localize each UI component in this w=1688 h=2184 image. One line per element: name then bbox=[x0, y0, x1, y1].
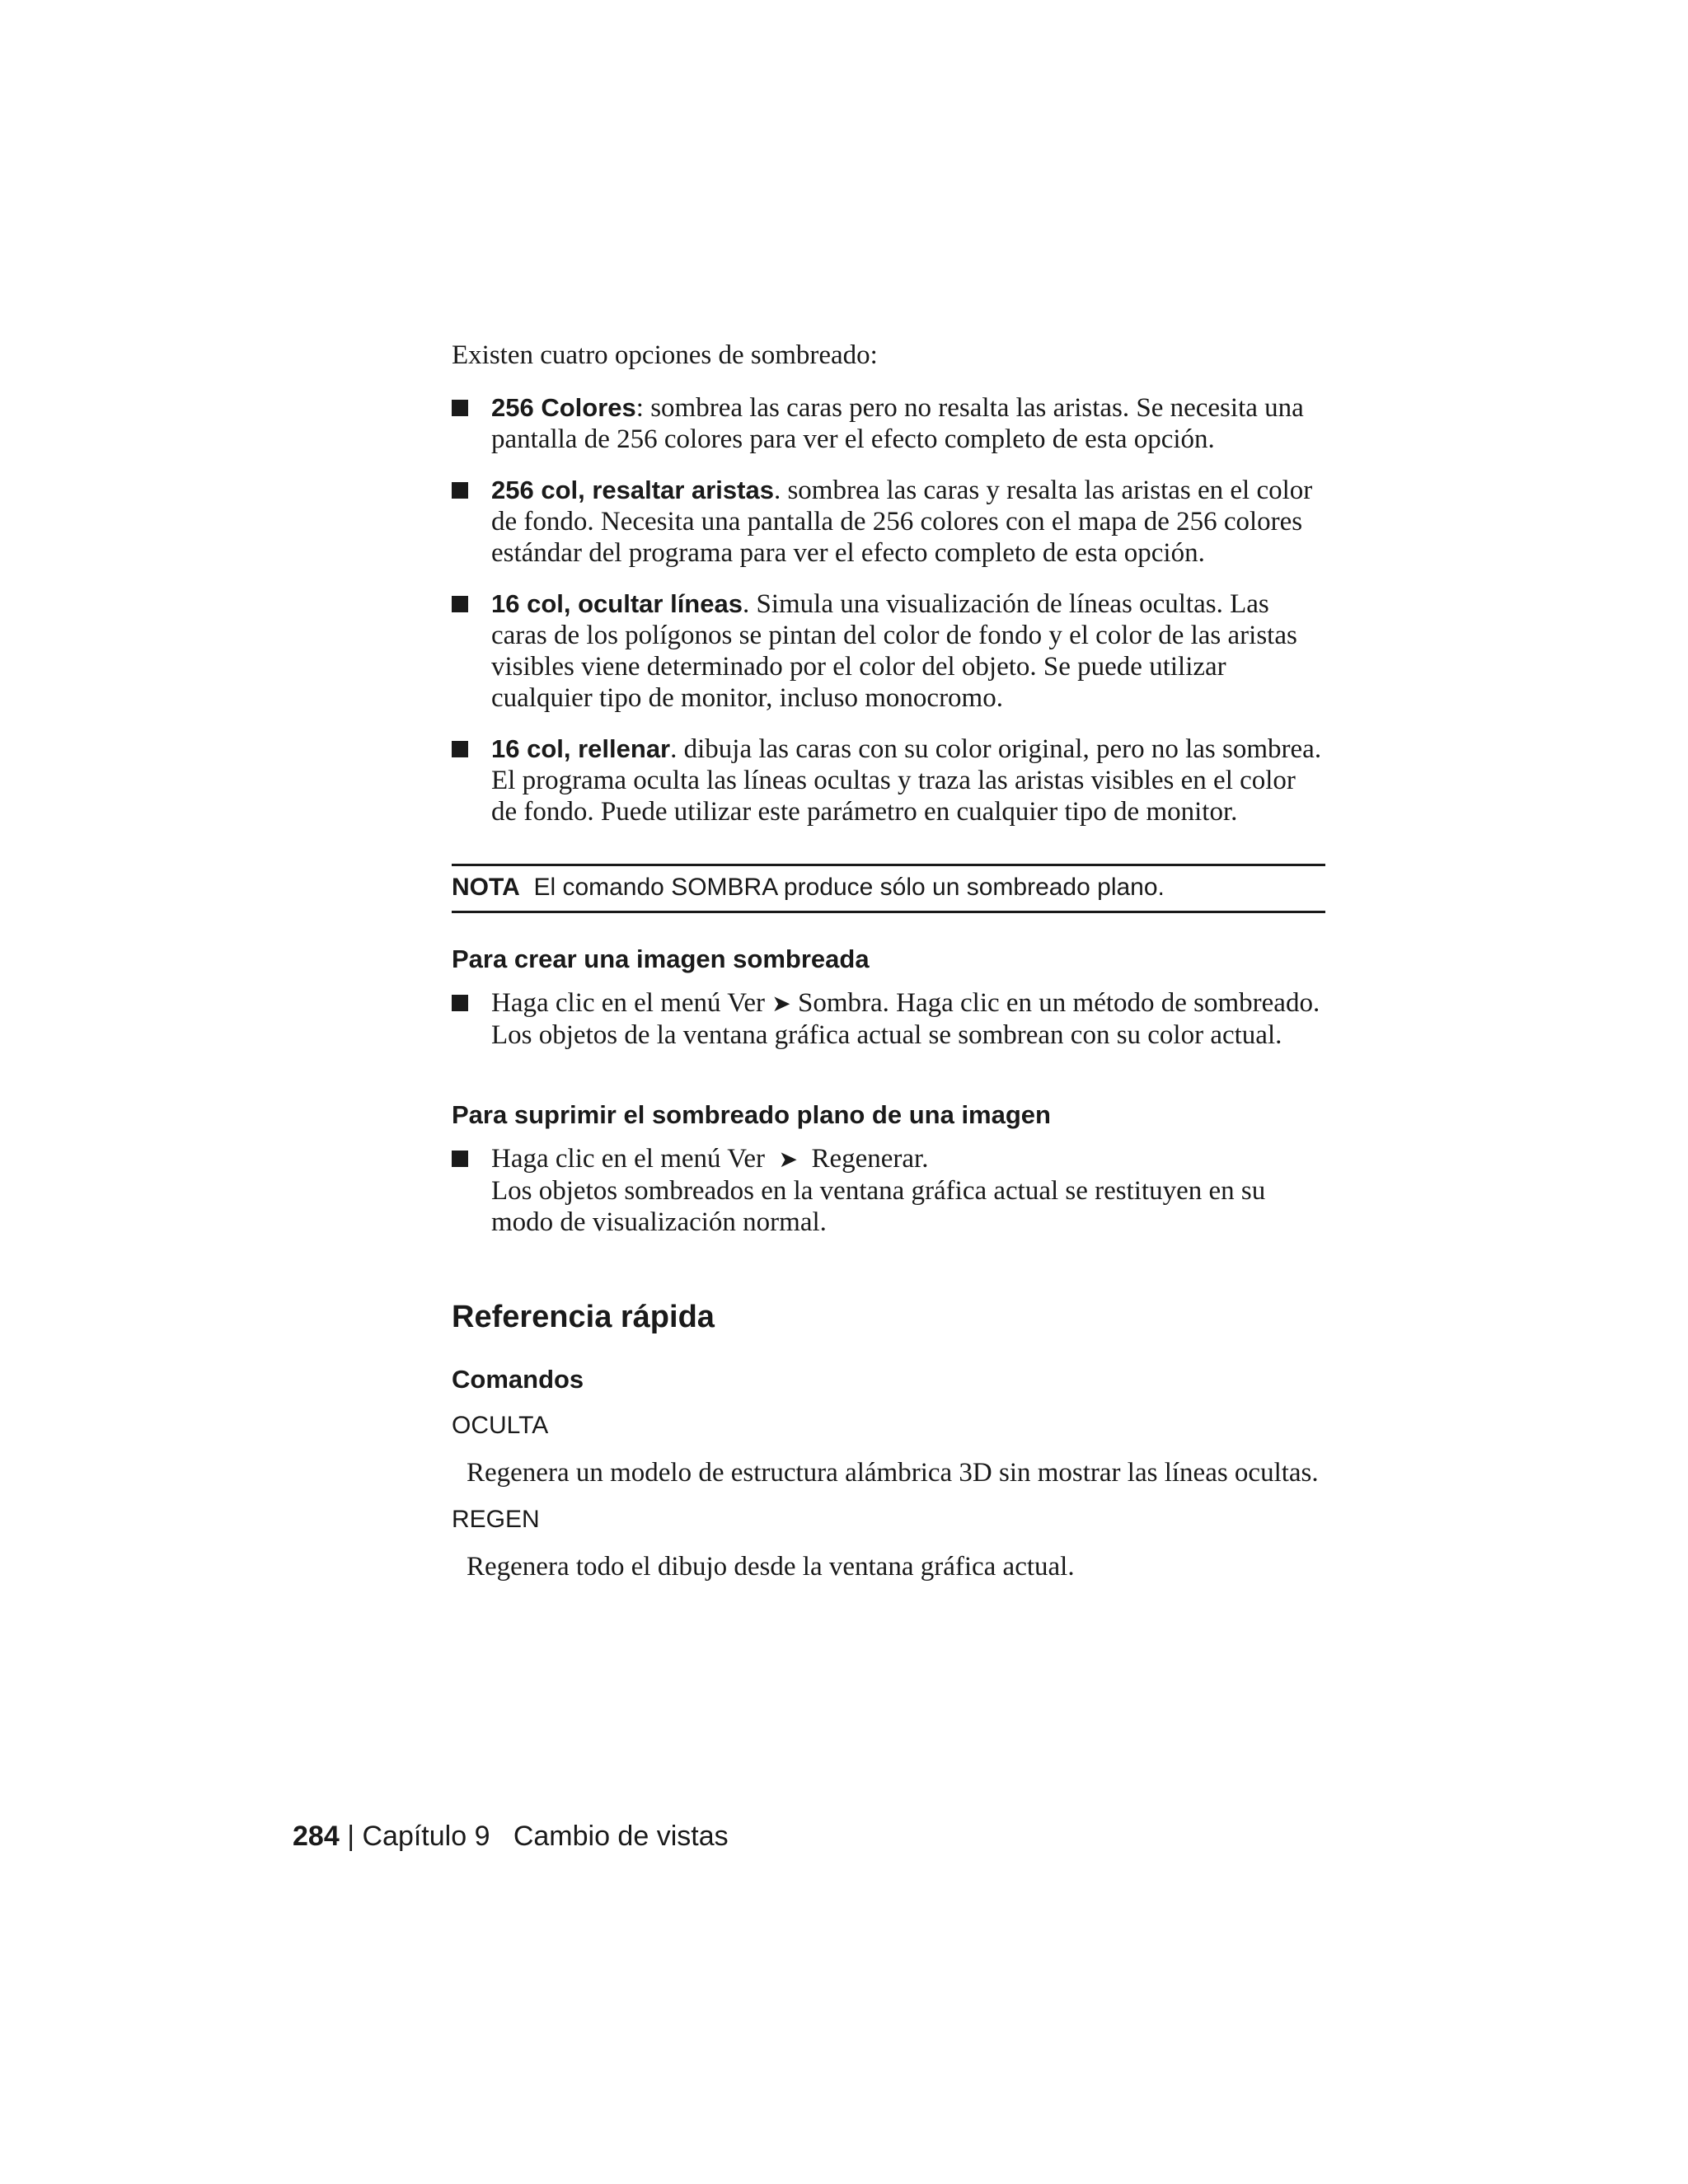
procedure-suppress-steps bbox=[452, 1143, 1325, 1238]
shading-options-list bbox=[452, 392, 1325, 827]
chapter-title: Cambio de vistas bbox=[513, 1821, 729, 1852]
subsection-heading: Comandos bbox=[452, 1365, 584, 1394]
option-sep: . bbox=[773, 476, 781, 505]
list-item bbox=[452, 987, 1325, 1051]
list-item bbox=[452, 475, 1325, 569]
option-sep: : bbox=[635, 393, 644, 423]
menu-arrow-icon: ➤ bbox=[778, 1146, 798, 1173]
command-description: Regenera todo el dibujo desde la ventana gráfica actual. bbox=[467, 1552, 1075, 1582]
bullet-square-icon bbox=[452, 400, 468, 416]
page-number: 284 bbox=[293, 1821, 340, 1852]
option-term: 256 Colores bbox=[491, 393, 636, 422]
page-footer bbox=[293, 1820, 729, 1853]
bullet-square-icon bbox=[452, 1151, 468, 1167]
menu-arrow-icon: ➤ bbox=[771, 990, 791, 1017]
option-text: dibuja las caras con su color original, pero no las sombrea. El programa oculta las líneas ocultas y traza las aristas visibles en el color de fondo. Puede utilizar este parámetro en cualquier tipo de monitor. bbox=[491, 734, 1322, 827]
step-text: Haga clic en el menú Ver bbox=[491, 988, 765, 1018]
note-text: El comando SOMBRA produce sólo un sombreado plano. bbox=[533, 874, 1165, 901]
note-label: NOTA bbox=[452, 874, 520, 901]
note-box bbox=[452, 864, 1325, 913]
option-sep: . bbox=[742, 589, 750, 619]
intro-text: Existen cuatro opciones de sombreado: bbox=[452, 340, 878, 370]
command-description: Regenera un modelo de estructura alámbrica 3D sin mostrar las líneas ocultas. bbox=[467, 1458, 1319, 1488]
bullet-square-icon bbox=[452, 741, 468, 757]
step-text: Sombra. Haga clic en un método de sombreado. Los objetos de la ventana gráfica actual se sombrean con su color actual. bbox=[491, 988, 1320, 1050]
section-heading: Referencia rápida bbox=[452, 1300, 715, 1334]
step-text: Haga clic en el menú Ver bbox=[491, 1144, 765, 1174]
option-text: Simula una visualización de líneas ocultas. Las caras de los polígonos se pintan del color de fondo y el color de las aristas visibles viene determinado por el color del objeto. Se puede utilizar cualquier tipo de monitor, incluso monocromo. bbox=[491, 589, 1297, 713]
option-text: sombrea las caras y resalta las aristas en el color de fondo. Necesita una pantalla de 256 colores con el mapa de 256 colores estándar del programa para ver el efecto completo de esta opción. bbox=[491, 476, 1313, 568]
procedure-heading-suppress: Para suprimir el sombreado plano de una imagen bbox=[452, 1100, 1051, 1129]
option-term: 16 col, rellenar bbox=[491, 734, 671, 763]
footer-divider: | bbox=[347, 1821, 355, 1852]
command-name: REGEN bbox=[452, 1506, 540, 1533]
procedure-heading-create: Para crear una imagen sombreada bbox=[452, 944, 870, 973]
step-result: Los objetos sombreados en la ventana gráfica actual se restituyen en su modo de visualización normal. bbox=[491, 1176, 1266, 1237]
step-text: Regenerar. bbox=[811, 1144, 929, 1174]
command-name: OCULTA bbox=[452, 1412, 549, 1439]
option-text: sombrea las caras pero no resalta las aristas. Se necesita una pantalla de 256 colores para ver el efecto completo de esta opción. bbox=[491, 393, 1304, 454]
list-item bbox=[452, 588, 1325, 714]
list-item bbox=[452, 1143, 1325, 1238]
procedure-create-steps bbox=[452, 987, 1325, 1051]
page-content bbox=[452, 340, 1325, 1582]
option-sep: . bbox=[670, 734, 678, 764]
chapter-label: Capítulo 9 bbox=[362, 1821, 490, 1852]
list-item bbox=[452, 733, 1325, 827]
list-item bbox=[452, 392, 1325, 455]
bullet-square-icon bbox=[452, 482, 468, 499]
bullet-square-icon bbox=[452, 596, 468, 612]
option-term: 16 col, ocultar líneas bbox=[491, 589, 743, 618]
option-term: 256 col, resaltar aristas bbox=[491, 476, 774, 504]
bullet-square-icon bbox=[452, 995, 468, 1011]
